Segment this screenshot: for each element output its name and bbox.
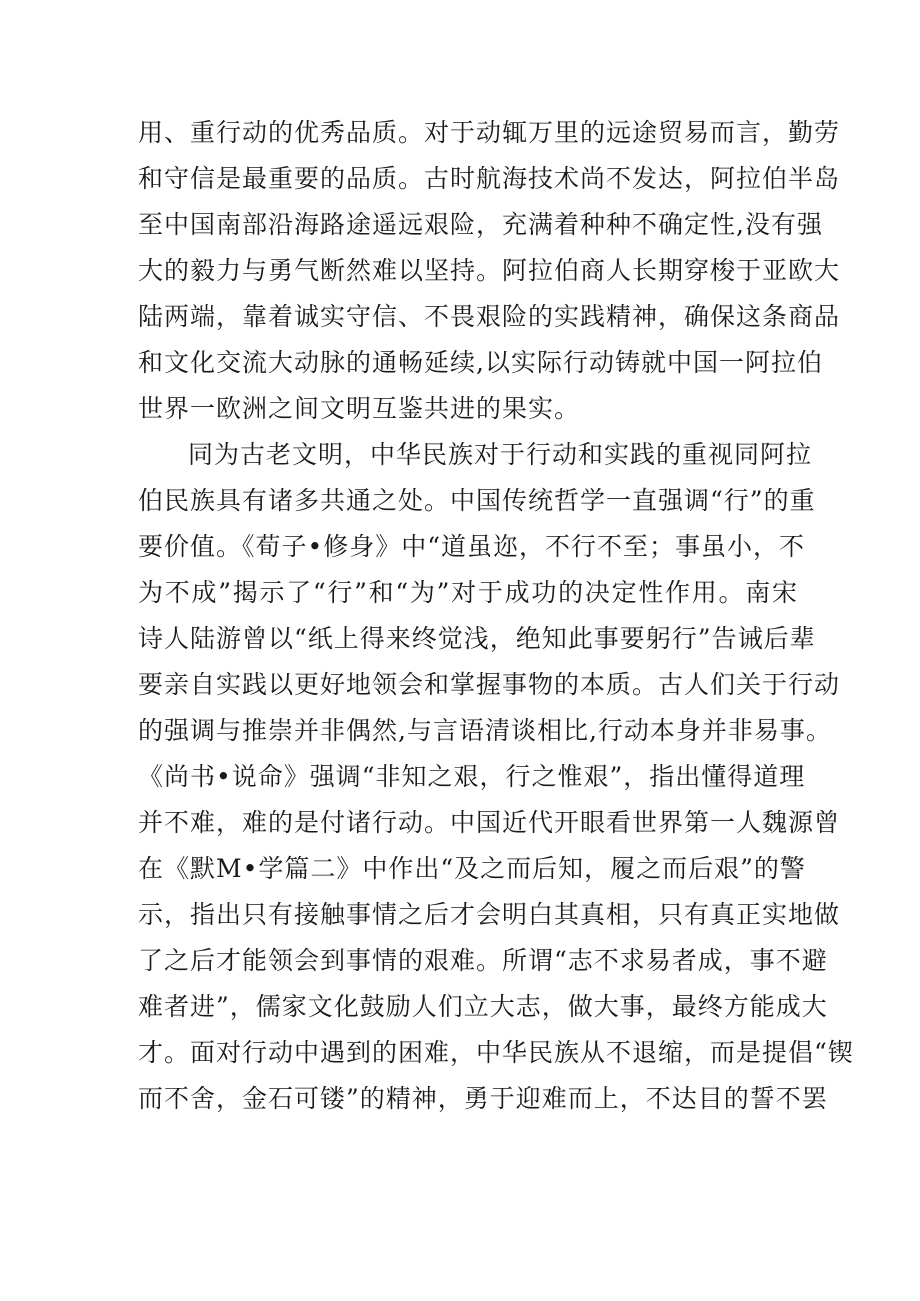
text-line: 在《默M•学篇二》中作出“及之而后知，履之而后艰”的警	[138, 854, 806, 883]
text-line: 《尚书•说命》强调“非知之艰，行之惟艰”，指出懂得道理	[138, 762, 806, 791]
text-line: 的强调与推崇并非偶然,与言语清谈相比,行动本身并非易事。	[138, 716, 832, 745]
text-line: 陆两端，靠着诚实守信、不畏艰险的实践精神，确保这条商品	[138, 302, 841, 331]
text-line: 为不成”揭示了“行”和“为”对于成功的决定性作用。南宋	[138, 578, 798, 607]
text-line: 难者进”，儒家文化鼓励人们立大志，做大事，最终方能成大	[138, 992, 828, 1021]
text-line: 而不舍，金石可镂”的精神，勇于迎难而上，不达目的誓不罢	[138, 1084, 828, 1113]
text-line: 要价值。《荀子•修身》中“道虽迩，不行不至；事虽小，不	[138, 532, 806, 561]
text-line: 才。面对行动中遇到的困难，中华民族从不退缩，而是提倡“锲	[138, 1038, 854, 1067]
text-line: 和文化交流大动脉的通畅延续,以实际行动铸就中国一阿拉伯	[138, 348, 823, 377]
text-line: 了之后才能领会到事情的艰难。所谓“志不求易者成，事不避	[138, 946, 828, 975]
text-line: 世界一欧洲之间文明互鉴共进的果实。	[138, 394, 581, 423]
text-line: 至中国南部沿海路途遥远艰险，充满着种种不确定性,没有强	[138, 210, 823, 239]
text-line: 要亲自实践以更好地领会和掌握事物的本质。古人们关于行动	[138, 670, 841, 699]
text-line: 示，指出只有接触事情之后才会明白其真相，只有真正实地做	[138, 900, 841, 929]
text-line: 用、重行动的优秀品质。对于动辄万里的远途贸易而言，勤劳	[138, 118, 841, 147]
text-line: 大的毅力与勇气断然难以坚持。阿拉伯商人长期穿梭于亚欧大	[138, 256, 841, 285]
text-line: 和守信是最重要的品质。古时航海技术尚不发达，阿拉伯半岛	[138, 164, 841, 193]
paragraph-2	[138, 432, 854, 1122]
paragraph-1	[138, 110, 841, 432]
text-line: 诗人陆游曾以“纸上得来终觉浅，绝知此事要躬行”告诫后辈	[138, 624, 816, 653]
text-line: 伯民族具有诸多共通之处。中国传统哲学一直强调“行”的重	[138, 486, 816, 515]
text-line: 并不难，难的是付诸行动。中国近代开眼看世界第一人魏源曾	[138, 808, 841, 837]
body-text	[138, 110, 854, 1122]
text-line: 同为古老文明，中华民族对于行动和实践的重视同阿拉	[188, 440, 813, 469]
